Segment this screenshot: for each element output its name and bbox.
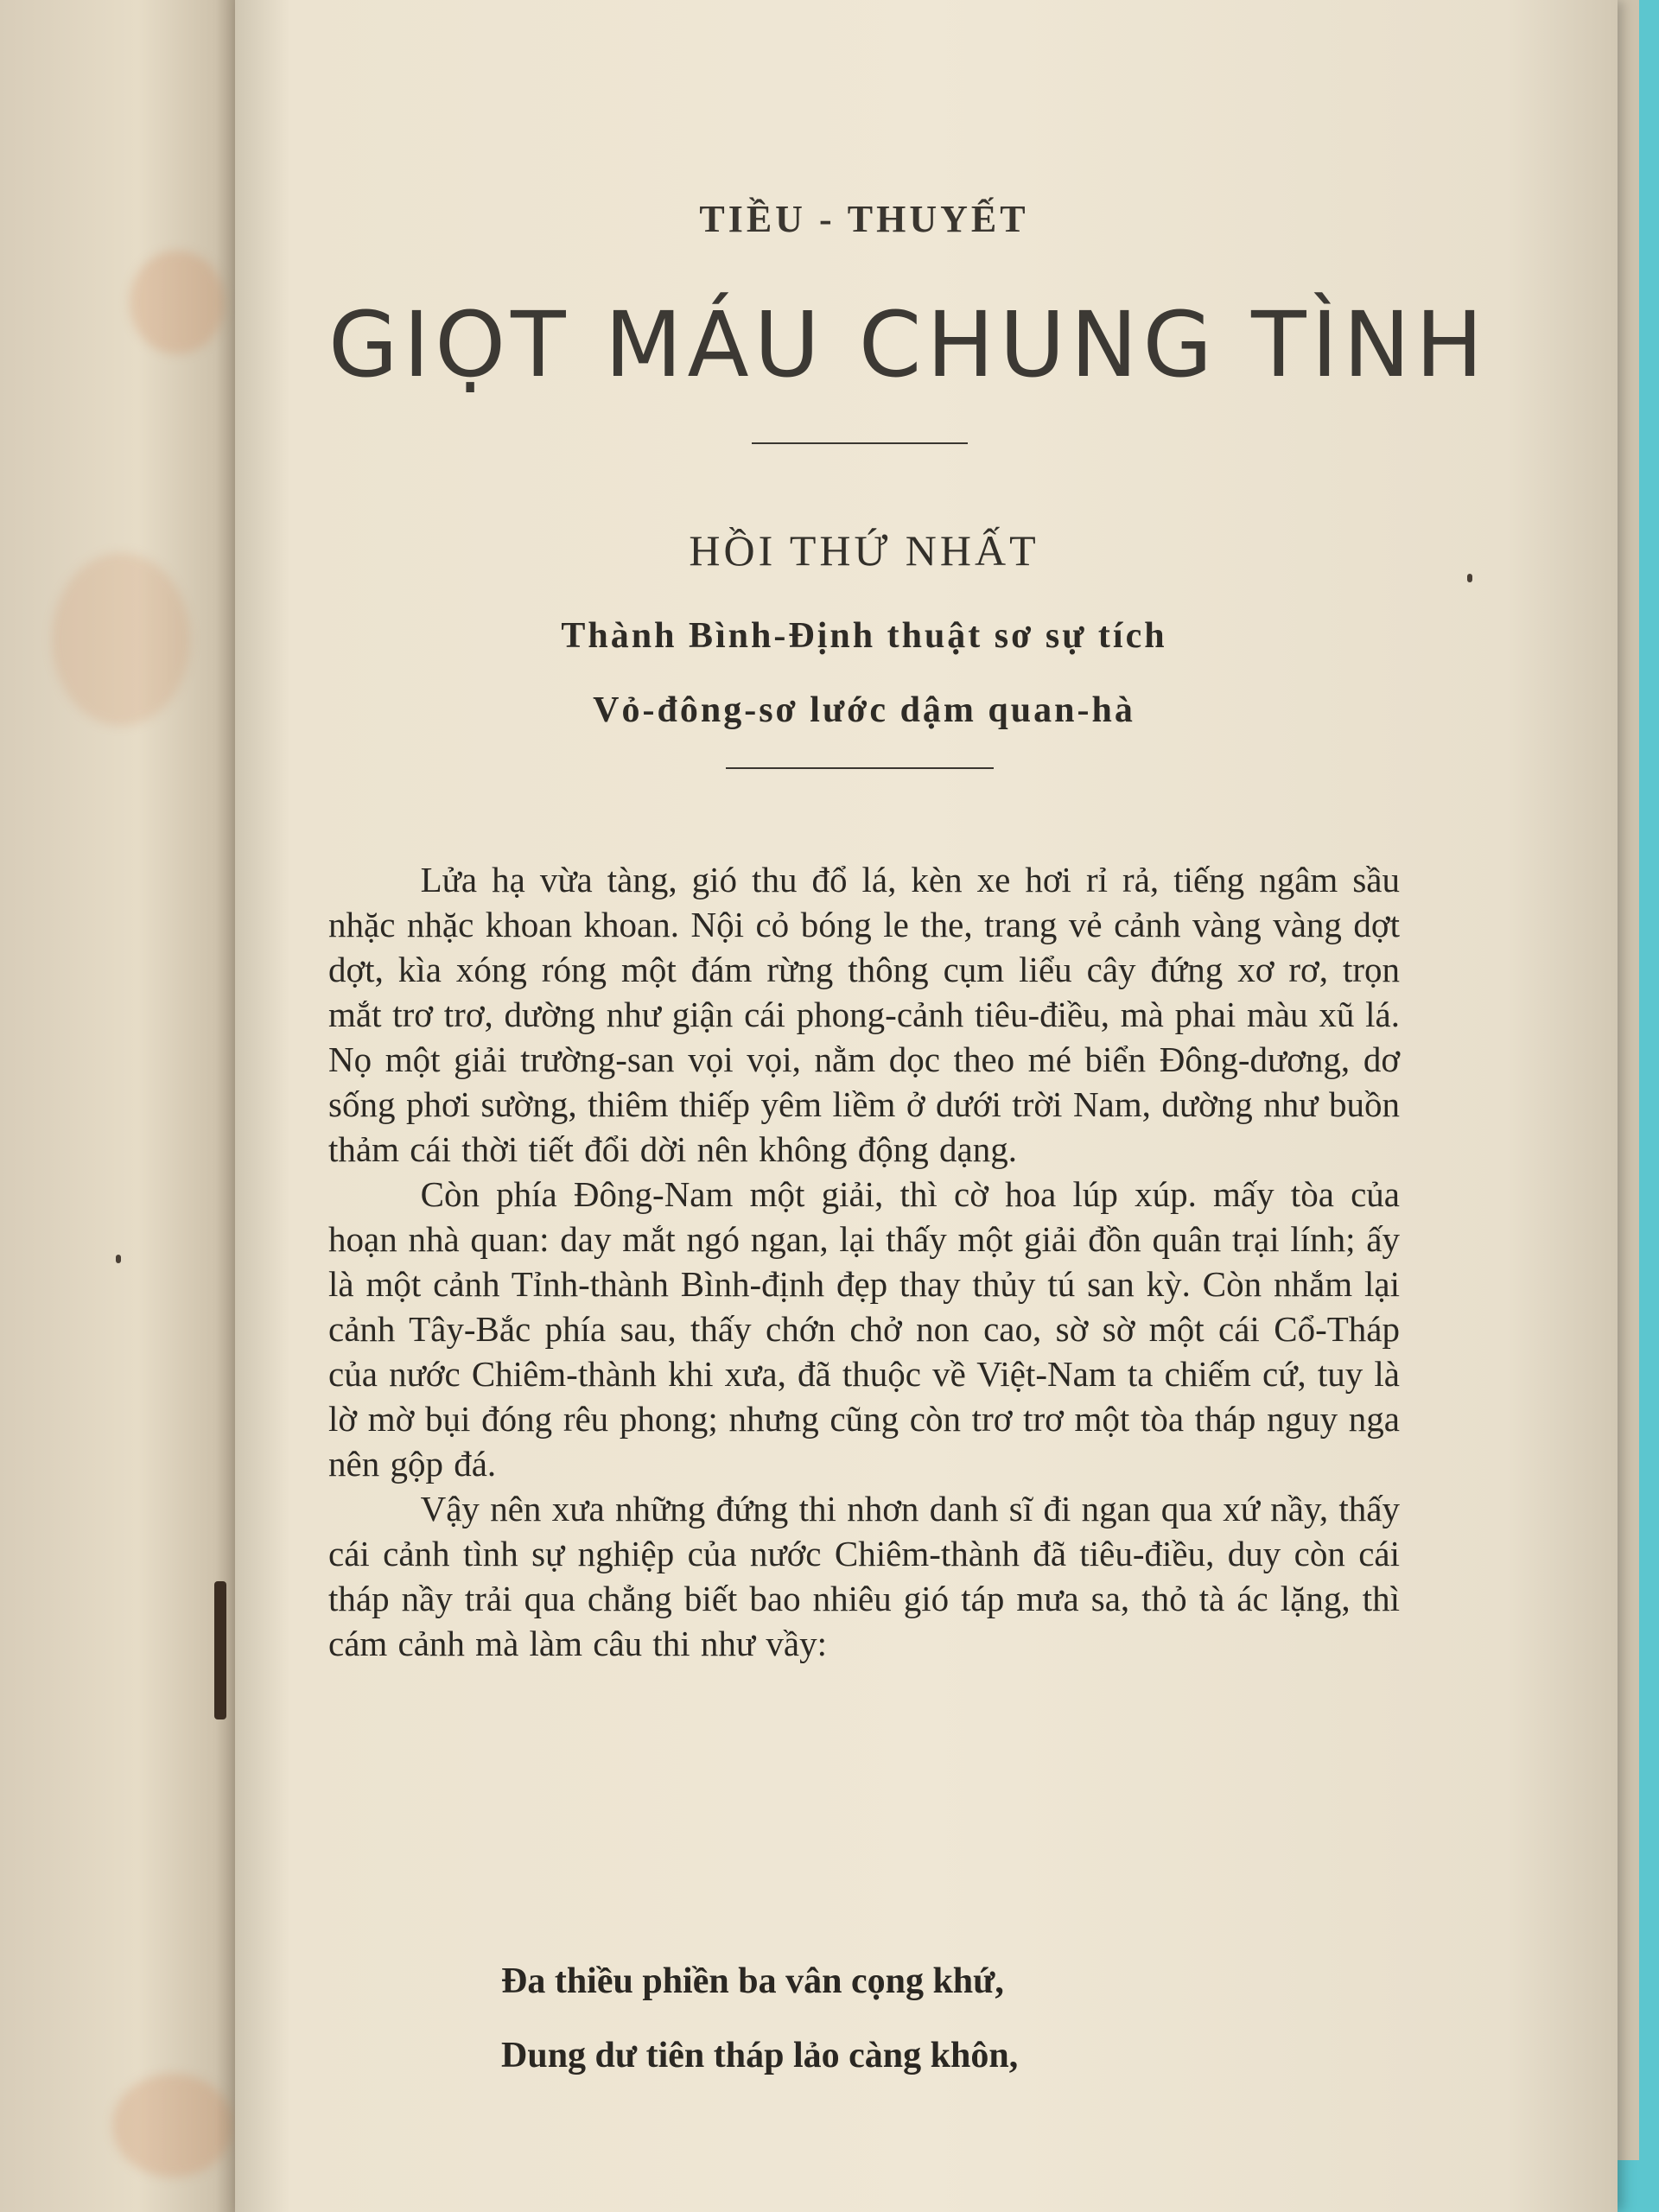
stain bbox=[130, 251, 225, 354]
stain bbox=[52, 553, 190, 726]
paragraph: Còn phía Đông-Nam một giải, thì cờ hoa lúp xúp. mấy tòa của hoạn nhà quan: day mắt ngó ngan, lại thấy một giải đồn quân trại lính; ấy là một cảnh Tỉnh-thành Bình-định đẹp thay thủy tú san kỳ. Còn nhắm lại cảnh Tây-Bắc phía sau, thấy chớn chở non cao, sờ sờ một cái Cổ-Tháp của nước Chiêm-thành khi xưa, đã thuộc về Việt-Nam ta chiếm cứ, tuy là lờ mờ bụi đóng rêu phong; nhưng cũng còn trơ trơ một tòa tháp nguy nga nên gộp đá. bbox=[328, 1174, 1400, 1484]
poem-line: Đa thiều phiền ba vân cọng khứ, bbox=[501, 1961, 1004, 2001]
book-title: GIỌT MÁU CHUNG TÌNH bbox=[328, 292, 1489, 397]
chapter-subtitle-line: Thành Bình-Định thuật sơ sự tích bbox=[561, 616, 1167, 656]
poem bbox=[501, 1944, 1279, 2093]
chapter-subtitle-line: Vỏ-đông-sơ lước dậm quan-hà bbox=[593, 690, 1135, 730]
paper-speck bbox=[1467, 574, 1472, 582]
paragraph: Lửa hạ vừa tàng, gió thu đổ lá, kèn xe hơi rỉ rả, tiếng ngâm sầu nhặc nhặc khoan khoan. Nội cỏ bóng le the, trang vẻ cảnh vàng vàng dợt dợt, kìa xóng róng một đám rừng thông cụm liểu cây đứng xơ rơ, trọn mắt trơ trơ, dường như giận cái phong-cảnh tiêu-điều, mà phai màu xũ lá. Nọ một giải trường-san vọi vọi, nằm dọc theo mé biển Đông-dương, dơ sống phơi sường, thiêm thiếp yêm liềm ở dưới trời Nam, dường như buồn thảm cái thời tiết đổi dời nên không động dạng. bbox=[328, 860, 1400, 1169]
paper-speck bbox=[116, 1255, 121, 1263]
title-divider bbox=[752, 442, 968, 444]
poem-line: Dung dư tiên tháp lảo càng khôn, bbox=[501, 2036, 1019, 2075]
body-text bbox=[328, 857, 1400, 1666]
chapter-divider bbox=[726, 767, 994, 769]
stain bbox=[112, 2074, 233, 2177]
chapter-heading: HỒI THỨ NHẤT bbox=[689, 526, 1039, 575]
binding-thread bbox=[214, 1581, 226, 1719]
genre-label: TIỀU - THUYẾT bbox=[699, 198, 1029, 240]
paragraph: Vậy nên xưa những đứng thi nhơn danh sĩ đi ngan qua xứ nầy, thấy cái cảnh tình sự nghiệp của nước Chiêm-thành đã tiêu-điều, duy còn cái tháp nầy trải qua chẳng biết bao nhiêu gió táp mưa sa, thỏ tà ác lặng, thì cám cảnh mà làm câu thi như vầy: bbox=[328, 1489, 1400, 1663]
left-page bbox=[0, 0, 251, 2212]
